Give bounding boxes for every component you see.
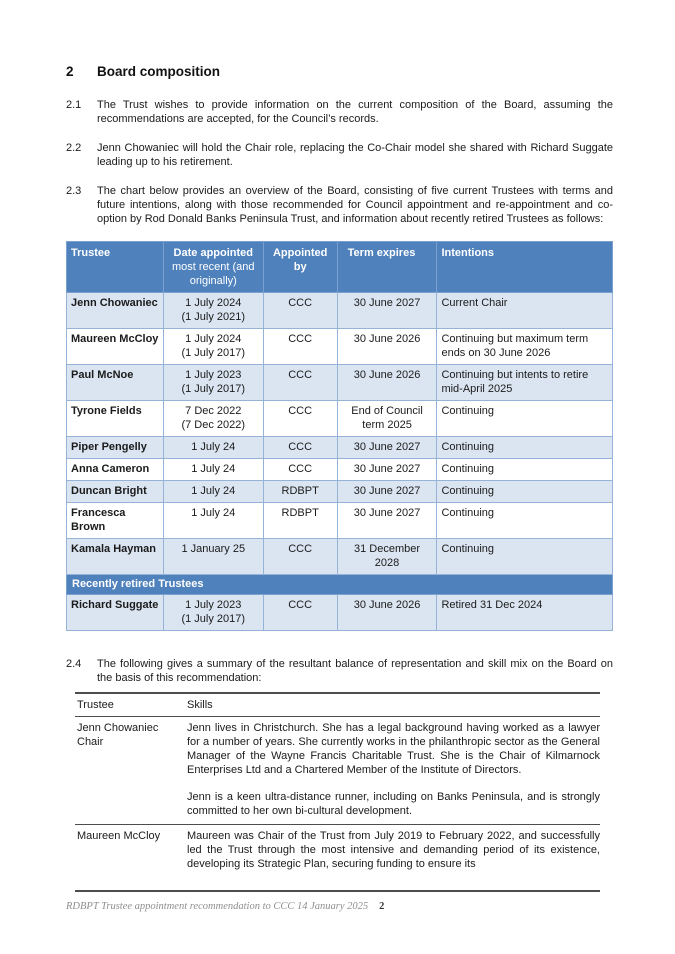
col-header-appointed-by: Appointed by: [263, 242, 337, 293]
paragraph-2-2: [66, 141, 613, 169]
paragraph-text: Jenn Chowaniec will hold the Chair role, replacing the Co-Chair model she shared with Richard Suggate leading up to his retirement.: [97, 142, 613, 168]
cell-appointed-by: CCC: [263, 539, 337, 575]
table-row: [67, 329, 613, 365]
cell-appointed-by: CCC: [263, 401, 337, 437]
cell-date: 1 July 24: [163, 481, 263, 503]
paragraph-text: The following gives a summary of the resultant balance of representation and skill mix on the Board on the basis of this recommendation:: [97, 658, 613, 684]
cell-term: 30 June 2027: [337, 481, 437, 503]
footer-text: RDBPT Trustee appointment recommendation to CCC 14 January 2025: [66, 901, 369, 912]
table-row: [67, 503, 613, 539]
cell-intentions: Retired 31 Dec 2024: [437, 595, 613, 631]
col-header-trustee: Trustee: [67, 242, 164, 293]
board-composition-table: [66, 241, 613, 631]
table-row: [67, 293, 613, 329]
cell-trustee: Kamala Hayman: [67, 539, 164, 575]
paragraph-2-1: [66, 98, 613, 126]
col-header-trustee: Trustee: [75, 693, 185, 717]
cell-trustee: Jenn Chowaniec Chair: [75, 717, 185, 825]
cell-term: 30 June 2026: [337, 595, 437, 631]
cell-appointed-by: RDBPT: [263, 481, 337, 503]
paragraph-number: 2.4: [66, 658, 82, 670]
cell-date: 1 July 24: [163, 459, 263, 481]
retired-band-label: Recently retired Trustees: [67, 575, 613, 595]
cell-intentions: Continuing but intents to retire mid-April 2025: [437, 365, 613, 401]
cell-date: 1 January 25: [163, 539, 263, 575]
cell-date: 1 July 24: [163, 503, 263, 539]
cell-trustee: Piper Pengelly: [67, 437, 164, 459]
col-header-skills: Skills: [185, 693, 600, 717]
cell-trustee: Richard Suggate: [67, 595, 164, 631]
cell-term: 31 December 2028: [337, 539, 437, 575]
cell-date: 7 Dec 2022 (7 Dec 2022): [163, 401, 263, 437]
section-heading: [66, 64, 613, 79]
paragraph-number: 2.3: [66, 185, 82, 197]
cell-intentions: Continuing: [437, 437, 613, 459]
table-row: [75, 825, 600, 892]
cell-trustee: Francesca Brown: [67, 503, 164, 539]
paragraph-number: 2.1: [66, 99, 82, 111]
paragraph-number: 2.2: [66, 142, 82, 154]
col-header-intentions: Intentions: [437, 242, 613, 293]
cell-term: End of Council term 2025: [337, 401, 437, 437]
table-row: [67, 437, 613, 459]
paragraph-2-3: [66, 184, 613, 226]
cell-appointed-by: CCC: [263, 365, 337, 401]
cell-intentions: Continuing: [437, 459, 613, 481]
retired-trustees-band: [67, 575, 613, 595]
cell-intentions: Current Chair: [437, 293, 613, 329]
table-row: [67, 401, 613, 437]
cell-intentions: Continuing: [437, 503, 613, 539]
cell-appointed-by: CCC: [263, 437, 337, 459]
paragraph-text: The chart below provides an overview of the Board, consisting of five current Trustees with terms and future intentions, along with those recommended for Council appointment and re-appointment and co-option by Rod Donald Banks Peninsula Trust, and information about recently retired Trustees as follows:: [97, 185, 613, 225]
cell-date: 1 July 2023 (1 July 2017): [163, 595, 263, 631]
cell-intentions: Continuing but maximum term ends on 30 June 2026: [437, 329, 613, 365]
cell-date: 1 July 2024 (1 July 2017): [163, 329, 263, 365]
section-number: 2: [66, 64, 74, 79]
cell-trustee: Tyrone Fields: [67, 401, 164, 437]
table-row: [67, 459, 613, 481]
cell-date: 1 July 24: [163, 437, 263, 459]
cell-trustee: Duncan Bright: [67, 481, 164, 503]
cell-intentions: Continuing: [437, 401, 613, 437]
cell-trustee: Paul McNoe: [67, 365, 164, 401]
cell-trustee: Maureen McCloy: [67, 329, 164, 365]
skills-summary-table: [75, 692, 600, 892]
cell-term: 30 June 2026: [337, 365, 437, 401]
cell-term: 30 June 2027: [337, 503, 437, 539]
cell-skills: Jenn lives in Christchurch. She has a legal background having worked as a lawyer for a number of years. She currently works in the philanthropic sector as the General Manager of the Wayne Francis Charitable Trust. She is the Chair of Kilmarnock Enterprises Ltd and a Chartered Member of the Institute of Directors. Jenn is a keen ultra-distance runner, including on Banks Peninsula, and is strongly committed to her own bi-cultural development.: [185, 717, 600, 825]
col-header-date-appointed: Date appointed most recent (and originally): [163, 242, 263, 293]
cell-trustee: Maureen McCloy: [75, 825, 185, 892]
cell-trustee: Anna Cameron: [67, 459, 164, 481]
cell-date: 1 July 2023 (1 July 2017): [163, 365, 263, 401]
cell-appointed-by: CCC: [263, 293, 337, 329]
table-row: [75, 717, 600, 825]
table-row: [67, 365, 613, 401]
cell-term: 30 June 2027: [337, 437, 437, 459]
cell-date: 1 July 2024 (1 July 2021): [163, 293, 263, 329]
trustee-role: Chair: [77, 736, 104, 748]
cell-term: 30 June 2027: [337, 459, 437, 481]
col-header-date-sub: most recent (and originally): [172, 261, 255, 287]
paragraph-2-4: [66, 657, 613, 685]
cell-term: 30 June 2027: [337, 293, 437, 329]
table-row: [67, 481, 613, 503]
cell-skills: Maureen was Chair of the Trust from July 2019 to February 2022, and successfully led the Trust through the most intensive and demanding period of its existence, developing its Strategic Plan, securing funding to ensure its: [185, 825, 600, 892]
cell-trustee: Jenn Chowaniec: [67, 293, 164, 329]
cell-intentions: Continuing: [437, 481, 613, 503]
table-row: [67, 595, 613, 631]
table-row: [67, 539, 613, 575]
paragraph-text: The Trust wishes to provide information on the current composition of the Board, assuming the recommendations are accepted, for the Council’s records.: [97, 99, 613, 125]
cell-appointed-by: CCC: [263, 595, 337, 631]
cell-term: 30 June 2026: [337, 329, 437, 365]
cell-appointed-by: CCC: [263, 459, 337, 481]
table-header-row: [75, 693, 600, 717]
cell-appointed-by: CCC: [263, 329, 337, 365]
page-number: 2: [379, 901, 385, 912]
col-header-term-expires: Term expires: [337, 242, 437, 293]
page-footer: [66, 901, 384, 912]
section-title: Board composition: [97, 64, 221, 79]
table-header-row: [67, 242, 613, 293]
cell-appointed-by: RDBPT: [263, 503, 337, 539]
cell-intentions: Continuing: [437, 539, 613, 575]
